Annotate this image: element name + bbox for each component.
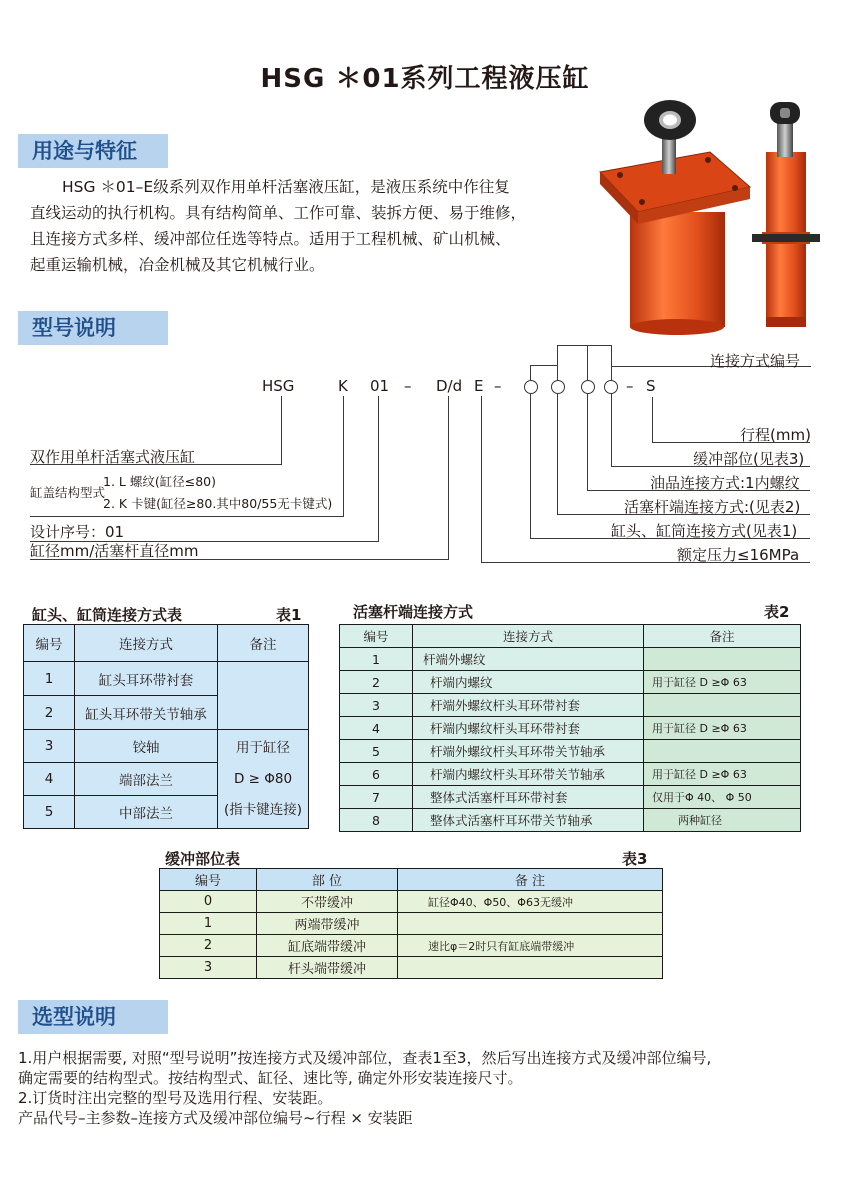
table-cell: 杆端外螺纹 [413,648,644,671]
leader-line [530,394,531,538]
code-dash: – [494,377,502,395]
label-cushion: 缓冲部位(见表3) [693,450,805,468]
table-row [340,717,801,740]
leader-line [587,394,588,490]
table-cell: 3 [340,694,413,717]
table-cell: 2 [340,671,413,694]
selection-note-line: 1.用户根据需要, 对照“型号说明”按连接方式及缓冲部位，查表1至3，然后写出连接方式及缓冲部位编号, [18,1049,712,1067]
purpose-line: 直线运动的执行机构。具有结构简单、工作可靠、装拆方便、易于维修， [30,204,527,222]
leader-line [30,516,344,517]
table-cell: 用于缸径 D ≥Φ 63 [644,763,801,786]
selection-note-line: 产品代号–主参数–连接方式及缓冲部位编号~行程 × 安装距 [18,1109,413,1127]
label-design-seq: 设计序号：01 [30,523,125,541]
bracket-line [557,345,612,346]
purpose-paragraph [30,174,600,278]
table-header: 备 注 [398,869,663,891]
table-row [340,694,801,717]
table-header: 备注 [644,625,801,648]
table-row [340,671,801,694]
table-cell: 8 [340,809,413,832]
label-cover-option-1: 1. L 螺纹(缸径≤80) [103,474,216,489]
leader-line [611,394,612,466]
table-cell: 1 [160,913,257,935]
code-placeholder-circle [524,380,538,394]
table-header-row [160,869,663,891]
table-header: 编号 [160,869,257,891]
section-heading-selection: 选型说明 [18,1000,168,1034]
bracket-line [530,365,531,380]
table2-caption: 活塞杆端连接方式 [353,603,474,621]
table-cell: 杆端外螺纹杆头耳环带关节轴承 [413,740,644,763]
code-placeholder-circle [604,380,618,394]
table-row [160,891,663,913]
table-cell: 杆端内螺纹杆头耳环带衬套 [413,717,644,740]
code-dash: – [404,377,412,395]
table-cell: 5 [24,796,75,829]
table-cell: 缸头耳环带关节轴承 [75,696,218,730]
table-cell: 2 [24,696,75,730]
table-cell: 仅用于Φ 40、 Φ 50 [644,786,801,809]
table-row [340,809,801,832]
table-cell [644,740,801,763]
table-cell: 整体式活塞杆耳环带关节轴承 [413,809,644,832]
table-row [160,913,663,935]
table-cell: 1 [340,648,413,671]
hydraulic-cylinder-clevis-image [752,102,820,327]
leader-line [343,396,344,516]
leader-line [557,394,558,514]
label-head-connection: 缸头、缸筒连接方式(见表1) [611,522,798,540]
table-cell: 铰轴 [75,730,218,763]
section-heading-model: 型号说明 [18,311,168,345]
selection-note-line: 确定需要的结构型式。按结构型式、缸径、速比等, 确定外形安装连接尺寸。 [18,1069,523,1087]
table2-number: 表2 [764,603,790,621]
table-cell: 缸径Φ40、Φ50、Φ63无缓冲 [398,891,663,913]
table-cell: 3 [160,957,257,979]
bracket-line [611,345,612,367]
table-cell: 两种缸径 [644,809,801,832]
label-oil-port: 油品连接方式:1内螺纹 [650,474,800,492]
code-hsg: HSG [262,377,295,395]
table-cell: 缸底端带缓冲 [257,935,398,957]
table-header: 连接方式 [75,625,218,662]
table-cell-empty [218,662,309,730]
table-1 [23,624,309,829]
code-placeholder-circle [581,380,595,394]
code-s: S [646,377,656,395]
table-row [340,648,801,671]
purpose-line: 且连接方式多样、缓冲部位任选等特点。适用于工程机械、矿山机械、 [30,230,511,248]
code-k: K [338,377,348,395]
code-dash: – [626,377,634,395]
table-2 [339,624,801,832]
leader-line [378,396,379,541]
table-cell: 4 [24,763,75,796]
table-cell: 端部法兰 [75,763,218,796]
table1-note [218,730,309,829]
leader-line [652,397,653,442]
table-header: 连接方式 [413,625,644,648]
selection-notes [18,1048,711,1128]
code-01: 01 [370,377,390,395]
label-bore: 缸径mm/活塞杆直径mm [30,542,199,560]
label-type: 双作用单杆活塞式液压缸 [30,448,196,466]
label-stroke: 行程(mm) [740,426,811,444]
hydraulic-cylinder-flange-image [600,100,750,335]
leader-line [281,396,282,464]
table3-number: 表3 [622,850,648,868]
table-cell: 缸头耳环带衬套 [75,662,218,696]
table-cell: 整体式活塞杆耳环带衬套 [413,786,644,809]
table1-note-line: D ≥ Φ80 [233,770,293,787]
leader-line [481,396,482,562]
label-connection-code: 连接方式编号 [710,352,801,370]
table-cell: 杆端外螺纹杆头耳环带衬套 [413,694,644,717]
table-header: 编号 [340,625,413,648]
table-header: 部 位 [257,869,398,891]
table1-caption: 缸头、缸筒连接方式表 [32,606,183,624]
label-rod-end: 活塞杆端连接方式:(见表2) [624,498,801,516]
code-dd: D/d [436,377,463,395]
table-cell: 杆头端带缓冲 [257,957,398,979]
table-cell: 5 [340,740,413,763]
table-header: 编号 [24,625,75,662]
table-3 [159,868,663,979]
selection-note-line: 2.订货时注出完整的型号及选用行程、安装距。 [18,1089,333,1107]
table-cell: 7 [340,786,413,809]
table-cell: 1 [24,662,75,696]
table-row [24,730,309,763]
table-cell: 用于缸径 D ≥Φ 63 [644,717,801,740]
table-cell: 速比φ＝2时只有缸底端带缓冲 [398,935,663,957]
table-cell: 6 [340,763,413,786]
table-row [160,957,663,979]
bracket-line [557,345,558,380]
table-cell: 3 [24,730,75,763]
table-cell: 杆端内螺纹 [413,671,644,694]
table-header-row [24,625,309,662]
table-cell: 杆端内螺纹杆头耳环带关节轴承 [413,763,644,786]
table-cell: 0 [160,891,257,913]
table-row [24,662,309,696]
leader-line [448,396,449,559]
bracket-line [530,365,558,366]
table3-caption: 缓冲部位表 [165,850,241,868]
purpose-line: HSG ＊01–E级系列双作用单杆活塞液压缸，是液压系统中作往复 [62,178,510,196]
table-cell: 中部法兰 [75,796,218,829]
section-heading-purpose: 用途与特征 [18,134,168,168]
purpose-line: 起重运输机械，冶金机械及其它机械行业。 [30,256,325,274]
table-row [340,786,801,809]
bracket-line [587,345,588,380]
table-header-row [340,625,801,648]
table-cell: 用于缸径 D ≥Φ 63 [644,671,801,694]
label-cover-option-2: 2. K 卡键(缸径≥80.其中80/55无卡键式) [103,496,333,511]
table-row [340,740,801,763]
table-row [340,763,801,786]
table1-note-line: 用于缸径 [236,739,290,756]
hydraulic-cylinder-images [590,92,830,337]
table1-note-line: (指卡键连接) [223,801,303,818]
label-pressure: 额定压力≤16MPa [677,546,800,564]
table-row [160,935,663,957]
table-cell [644,694,801,717]
table1-number: 表1 [276,606,302,624]
table-cell: 2 [160,935,257,957]
page-title: HSG ＊01系列工程液压缸 [260,64,590,94]
table-cell [398,913,663,935]
table-cell: 不带缓冲 [257,891,398,913]
table-header: 备注 [218,625,309,662]
label-cover-type: 缸盖结构型式 [30,485,106,500]
table-cell: 两端带缓冲 [257,913,398,935]
table-cell [644,648,801,671]
table-cell: 4 [340,717,413,740]
code-placeholder-circle [551,380,565,394]
table-cell [398,957,663,979]
code-e: E [474,377,484,395]
